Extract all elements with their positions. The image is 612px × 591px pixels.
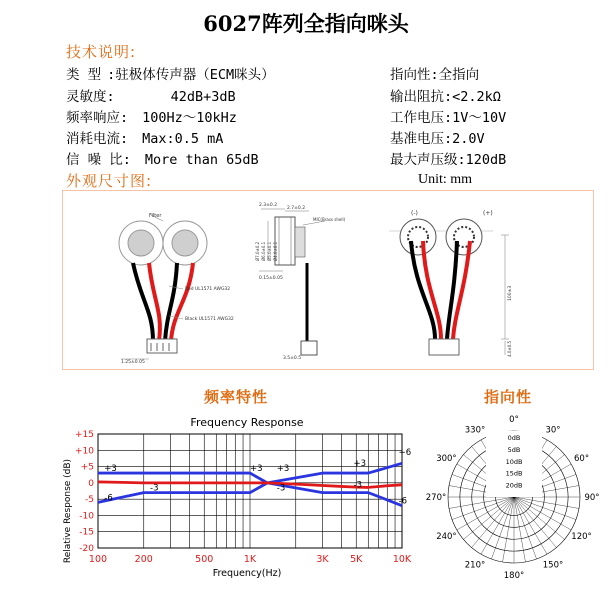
spec-value: 120dB — [465, 152, 507, 168]
annotation-label: +3 — [250, 464, 263, 475]
annotation-label: +3 — [104, 464, 117, 475]
dim-bottom-label: 0.15±0.05 — [259, 276, 283, 281]
angle-label: 210° — [464, 560, 486, 571]
x-tick-label: 500 — [195, 554, 214, 565]
ring-label: 20dB — [505, 481, 523, 490]
spec-right-1 — [390, 85, 501, 105]
shell-label: MIC(Brass shell) — [313, 217, 346, 222]
x-tick-label: 5K — [350, 554, 363, 565]
spec-label: 指向性: — [390, 67, 439, 83]
pitch-label: 1.25±0.05 — [121, 360, 145, 365]
dim-d4-label: Ø4.0±0.1 — [273, 241, 278, 261]
spec-value: Max:0.5 mA — [142, 131, 224, 147]
spec-value: 2.0V — [452, 131, 485, 147]
unit-label: Unit: mm — [418, 172, 473, 187]
drawing-svg — [63, 191, 593, 369]
annotation-label: -6 — [104, 493, 113, 504]
spec-right-2 — [390, 106, 506, 126]
x-tick-label: 10K — [392, 554, 412, 565]
angle-label: 330° — [464, 425, 486, 436]
red-wire-label: Red UL1571 AWG32 — [185, 287, 231, 292]
chart-grid — [98, 434, 402, 548]
annotation-label: -3 — [353, 480, 363, 491]
spec-value: :驻极体传声器（ECM咪头） — [107, 67, 275, 83]
angle-label: 240° — [436, 532, 457, 542]
dim-d3-label: Ø5.0±0.1 — [267, 241, 272, 261]
spec-label: 类 型 — [66, 67, 102, 83]
spec-label: 工作电压: — [390, 110, 453, 126]
polar-heading: 指向性 — [484, 388, 533, 406]
dim-len-label: 100±3 — [508, 285, 513, 301]
spec-label: 输出阻抗: — [390, 89, 453, 105]
annotation-label: -6 — [398, 496, 408, 507]
spec-label: 最大声压级: — [390, 152, 466, 168]
dim-d1-label: Ø7.0±0.2 — [255, 241, 260, 261]
frequency-chart — [56, 410, 416, 582]
y-tick-label: 0 — [88, 478, 94, 489]
spec-value: 42dB+3dB — [170, 89, 236, 105]
chart-title: Frequency Response — [190, 416, 304, 429]
annotation-label: -3 — [276, 483, 286, 494]
x-tick-label: 1K — [243, 554, 257, 565]
y-tick-labels — [75, 430, 94, 554]
x-tick-labels — [89, 554, 412, 565]
tech-heading: 技术说明: — [66, 43, 137, 61]
spec-value: 100Hz～10kHz — [142, 110, 237, 126]
y-tick-label: -5 — [85, 495, 94, 506]
y-tick-label: -10 — [79, 511, 94, 522]
angle-label: 300° — [436, 454, 457, 464]
y-tick-label: +10 — [75, 446, 94, 457]
annotation-label: -3 — [150, 483, 159, 494]
spec-value: 全指向 — [438, 67, 480, 83]
y-tick-label: -20 — [79, 544, 94, 554]
y-tick-label: +15 — [75, 430, 94, 440]
angle-label: 30° — [545, 425, 561, 436]
freq-heading: 频率特性 — [204, 388, 269, 406]
x-axis-label: Frequency(Hz) — [212, 568, 282, 579]
spec-value: <2.2kΩ — [452, 89, 501, 105]
dimension-heading: 外观尺寸图: — [66, 172, 153, 190]
spec-label: 消耗电流: — [66, 131, 129, 147]
y-tick-label: +5 — [80, 462, 94, 473]
spec-label: 信 噪 比: — [66, 152, 131, 168]
spec-right-0 — [390, 63, 479, 83]
annotation-label: +3 — [276, 464, 290, 475]
spec-label: 基准电压: — [390, 131, 453, 147]
ring-label: 5dB — [507, 445, 521, 454]
angle-label: 180° — [503, 571, 525, 581]
dim-side-label: 4.0±0.5 — [507, 340, 512, 357]
black-wire-label: Black UL1571 AWG32 — [185, 317, 234, 322]
spec-right-3 — [390, 127, 485, 147]
spec-value: 1V～10V — [452, 110, 507, 126]
spec-left-1 — [66, 85, 236, 105]
y-tick-label: -15 — [79, 527, 94, 538]
angle-label: 0° — [509, 415, 519, 425]
y-axis-label: Relative Response (dB) — [63, 458, 73, 564]
annotation-label: +3 — [353, 459, 367, 470]
angle-label: 150° — [542, 560, 564, 571]
spec-left-0 — [66, 63, 275, 83]
x-tick-label: 100 — [88, 554, 108, 565]
dim-d2-label: Ø6.0±0.1 — [261, 241, 266, 261]
spec-left-3 — [66, 127, 223, 147]
ring-label: 10dB — [505, 457, 523, 466]
spec-right-4 — [390, 148, 506, 168]
ring-label: 15dB — [505, 469, 523, 478]
annotation-label: +6 — [398, 447, 412, 458]
x-tick-label: 200 — [134, 554, 153, 565]
minus-label: (-) — [411, 210, 418, 217]
ring-label: 0dB — [507, 434, 521, 442]
angle-label: 60° — [574, 454, 590, 464]
angle-label: 120° — [571, 532, 592, 542]
spec-label: 频率响应: — [66, 110, 129, 126]
plus-label: (+) — [483, 210, 493, 217]
dim-top1-label: 2.3±0.2 — [259, 203, 278, 208]
spec-label: 灵敏度: — [66, 89, 115, 105]
side-view — [259, 209, 325, 355]
rear-view — [389, 219, 509, 355]
dim-conn-label: 3.5±0.5 — [283, 356, 302, 361]
filter-label: Filter — [149, 213, 162, 219]
angle-label: 90° — [584, 493, 600, 503]
angle-label: 270° — [425, 493, 447, 503]
x-tick-label: 3K — [316, 554, 329, 565]
dim-top2-label: 2.7±0.2 — [287, 206, 306, 211]
spec-left-4 — [66, 148, 259, 168]
spec-left-2 — [66, 106, 237, 126]
dimension-drawing — [62, 190, 594, 370]
polar-chart — [420, 410, 608, 590]
spec-value: More than 65dB — [144, 152, 259, 168]
page-title: 6027阵列全指向咪头 — [203, 11, 409, 36]
